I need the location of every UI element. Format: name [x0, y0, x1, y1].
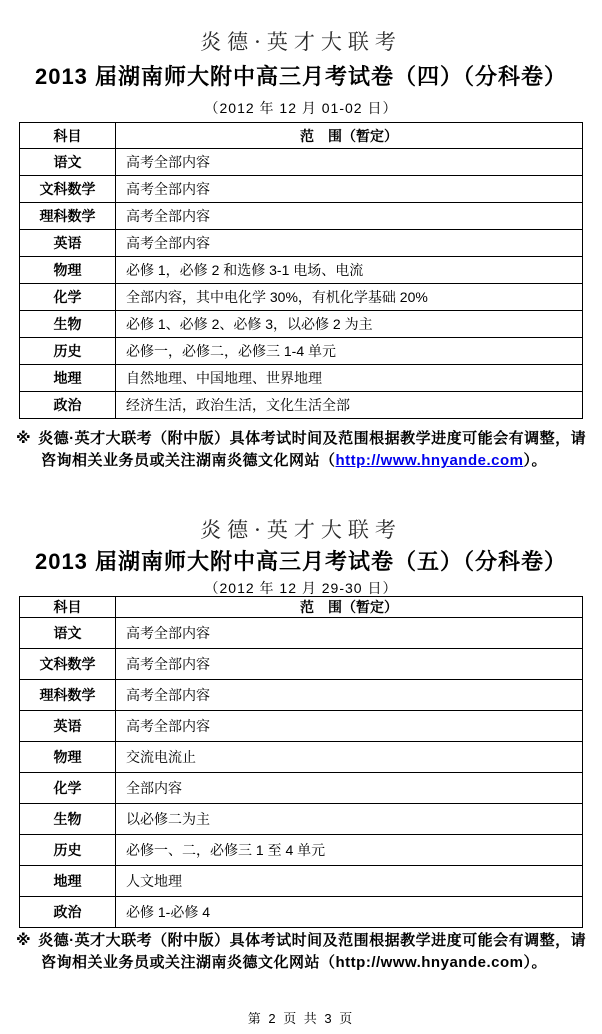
- scope-cell: 高考全部内容: [116, 649, 583, 680]
- scope-cell: 高考全部内容: [116, 176, 583, 203]
- scope-cell: 必修一，必修二，必修三 1-4 单元: [116, 338, 583, 365]
- subject-cell: 历史: [20, 835, 116, 866]
- table-row: [20, 773, 583, 804]
- exam-date-1: （2012 年 12 月 01-02 日）: [204, 100, 398, 116]
- footnote-text-end: ）。: [523, 452, 547, 469]
- table-row: [20, 257, 583, 284]
- footnote-2: [16, 930, 588, 974]
- table-row: [20, 176, 583, 203]
- exam-scope-table-1: [19, 122, 583, 419]
- subject-cell: 理科数学: [20, 680, 116, 711]
- subject-cell: 语文: [20, 618, 116, 649]
- column-header-subject: 科目: [20, 597, 116, 618]
- subject-cell: 政治: [20, 897, 116, 928]
- table-row: [20, 866, 583, 897]
- subject-cell: 地理: [20, 365, 116, 392]
- scope-cell: 交流电流止: [116, 742, 583, 773]
- scope-cell: 高考全部内容: [116, 618, 583, 649]
- footnote-marker: ※: [16, 932, 32, 949]
- table-row: [20, 311, 583, 338]
- scope-cell: 必修 1，必修 2 和选修 3-1 电场、电流: [116, 257, 583, 284]
- scope-cell: 必修 1、必修 2、必修 3，以必修 2 为主: [116, 311, 583, 338]
- footnote-text: 炎德·英才大联考（附中版）具体考试时间及范围根据教学进度可能会有调整，请咨询相关业务员或关注湖南炎德文化网站（: [38, 932, 587, 971]
- footnote-text-end: ）。: [523, 954, 547, 971]
- footnote-text: 炎德·英才大联考（附中版）具体考试时间及范围根据教学进度可能会有调整，请咨询相关业务员或关注湖南炎德文化网站（: [38, 430, 587, 469]
- scope-cell: 高考全部内容: [116, 680, 583, 711]
- table-row: [20, 365, 583, 392]
- table-row: [20, 338, 583, 365]
- table-row: [20, 835, 583, 866]
- scope-cell: 必修 1-必修 4: [116, 897, 583, 928]
- subject-cell: 物理: [20, 257, 116, 284]
- scope-cell: 自然地理、中国地理、世界地理: [116, 365, 583, 392]
- subject-cell: 物理: [20, 742, 116, 773]
- exam-title-1: 2013 届湖南师大附中高三月考试卷（四）（分科卷）: [34, 64, 568, 89]
- table-header-row: [20, 597, 583, 618]
- subject-cell: 语文: [20, 149, 116, 176]
- column-header-subject: 科目: [20, 123, 116, 149]
- scope-cell: 高考全部内容: [116, 230, 583, 257]
- table-row: [20, 897, 583, 928]
- table-row: [20, 392, 583, 419]
- subject-cell: 化学: [20, 284, 116, 311]
- table-row: [20, 284, 583, 311]
- exam-scope-table-2: [19, 596, 583, 928]
- subject-cell: 英语: [20, 230, 116, 257]
- table-row: [20, 203, 583, 230]
- exam-title-2: 2013 届湖南师大附中高三月考试卷（五）（分科卷）: [34, 549, 568, 574]
- subject-cell: 生物: [20, 311, 116, 338]
- table-row: [20, 804, 583, 835]
- scope-cell: 以必修二为主: [116, 804, 583, 835]
- table-row: [20, 618, 583, 649]
- scope-cell: 人文地理: [116, 866, 583, 897]
- subject-cell: 理科数学: [20, 203, 116, 230]
- table-row: [20, 711, 583, 742]
- table-row: [20, 149, 583, 176]
- scope-cell: 经济生活，政治生活，文化生活全部: [116, 392, 583, 419]
- column-header-scope: 范 围（暂定）: [116, 123, 583, 149]
- table-header-row: [20, 123, 583, 149]
- table-row: [20, 649, 583, 680]
- column-header-scope: 范 围（暂定）: [116, 597, 583, 618]
- subject-cell: 生物: [20, 804, 116, 835]
- brand-heading-2: 炎德·英才大联考: [200, 518, 402, 542]
- scope-cell: 全部内容，其中电化学 30%，有机化学基础 20%: [116, 284, 583, 311]
- subject-cell: 文科数学: [20, 176, 116, 203]
- scope-cell: 高考全部内容: [116, 203, 583, 230]
- subject-cell: 地理: [20, 866, 116, 897]
- table-row: [20, 742, 583, 773]
- page-number-indicator: 第 2 页 共 3 页: [247, 1011, 355, 1026]
- brand-heading-1: 炎德·英才大联考: [200, 30, 402, 54]
- subject-cell: 政治: [20, 392, 116, 419]
- scope-cell: 高考全部内容: [116, 149, 583, 176]
- table-row: [20, 680, 583, 711]
- subject-cell: 化学: [20, 773, 116, 804]
- table-row: [20, 230, 583, 257]
- subject-cell: 英语: [20, 711, 116, 742]
- scope-cell: 全部内容: [116, 773, 583, 804]
- scope-cell: 高考全部内容: [116, 711, 583, 742]
- subject-cell: 文科数学: [20, 649, 116, 680]
- footnote-marker: ※: [16, 430, 32, 447]
- scope-cell: 必修一、二，必修三 1 至 4 单元: [116, 835, 583, 866]
- footnote-1: [16, 428, 588, 472]
- website-link[interactable]: http://www.hnyande.com: [335, 452, 524, 469]
- website-text: http://www.hnyande.com: [335, 954, 524, 971]
- exam-date-2: （2012 年 12 月 29-30 日）: [204, 580, 398, 596]
- subject-cell: 历史: [20, 338, 116, 365]
